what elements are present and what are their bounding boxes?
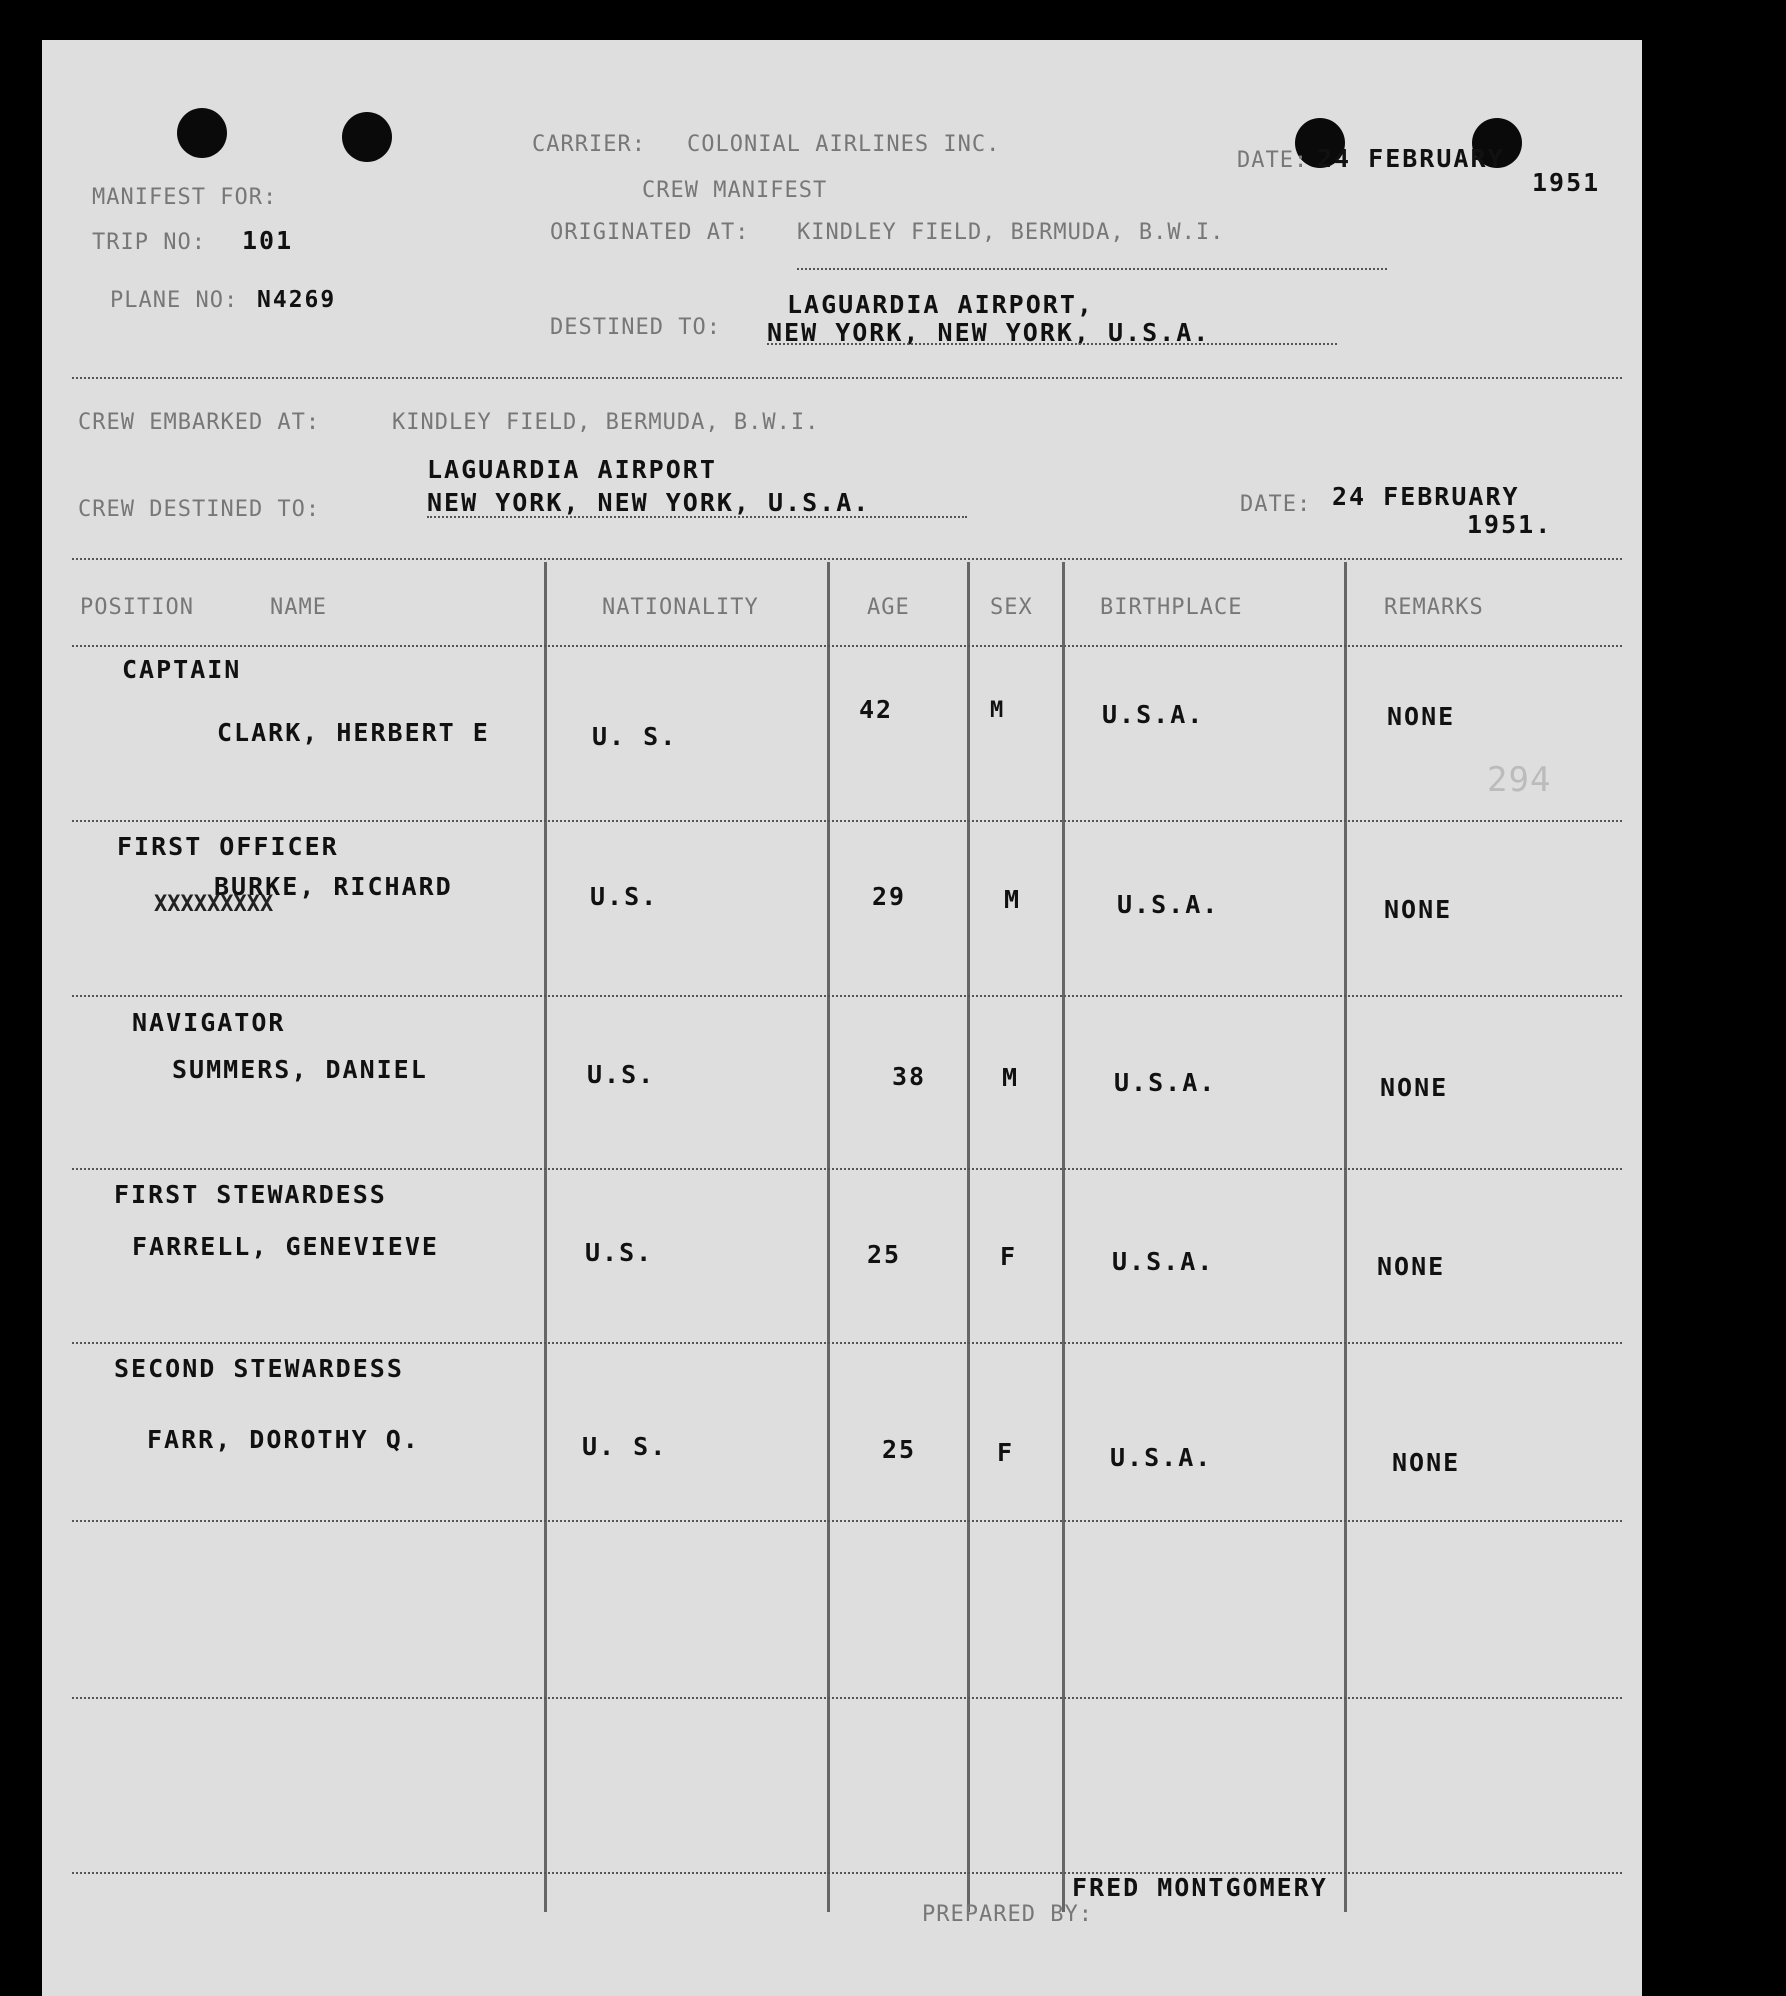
destined-underline [767, 343, 1337, 345]
row-1-name: CLARK, HERBERT E [217, 718, 490, 747]
crew-info-divider [72, 558, 1622, 560]
crew-destined-underline [427, 516, 967, 518]
row-5-name: FARR, DOROTHY Q. [147, 1425, 420, 1454]
row-5-birthplace: U.S.A. [1110, 1443, 1213, 1472]
crew-date-year: 1951. [1467, 510, 1553, 539]
row-4-birthplace: U.S.A. [1112, 1247, 1215, 1276]
col-header-sex: SEX [990, 595, 1033, 620]
row-2-nationality: U.S. [590, 882, 659, 911]
col-header-age: AGE [867, 595, 910, 620]
row-1-birthplace: U.S.A. [1102, 700, 1205, 729]
row-2-remarks: NONE [1384, 895, 1453, 924]
crew-destined-line2: NEW YORK, NEW YORK, U.S.A. [427, 488, 871, 517]
destined-line2: NEW YORK, NEW YORK, U.S.A. [767, 318, 1211, 347]
plane-no-value: N4269 [257, 287, 337, 313]
crew-embarked-value: KINDLEY FIELD, BERMUDA, B.W.I. [392, 410, 820, 435]
manifest-sheet [42, 40, 1642, 1996]
prepared-by-value: FRED MONTGOMERY [1072, 1873, 1328, 1902]
carrier-value: COLONIAL AIRLINES INC. [687, 132, 1001, 157]
row-3-position: NAVIGATOR [132, 1008, 286, 1037]
row-2-strikeout: XXXXXXXXX [154, 892, 274, 917]
row-1-remarks: NONE [1387, 702, 1456, 731]
carrier-label: CARRIER: [532, 132, 646, 157]
row-3-divider [72, 1168, 1622, 1170]
plane-no-label: PLANE NO: [110, 288, 239, 313]
row-4-divider [72, 1342, 1622, 1344]
header-divider [72, 377, 1622, 379]
row-2-age: 29 [872, 882, 907, 911]
originated-label: ORIGINATED AT: [550, 220, 750, 245]
originated-value: KINDLEY FIELD, BERMUDA, B.W.I. [797, 220, 1225, 245]
column-divider-1 [544, 562, 547, 1912]
manifest-for-label: MANIFEST FOR: [92, 185, 278, 210]
crew-destined-label: CREW DESTINED TO: [78, 497, 321, 522]
row-5-remarks: NONE [1392, 1448, 1461, 1477]
destined-line1: LAGUARDIA AIRPORT, [787, 290, 1094, 319]
row-3-birthplace: U.S.A. [1114, 1068, 1217, 1097]
punch-hole-left-2 [342, 112, 392, 162]
row-1-divider [72, 820, 1622, 822]
row-4-name: FARRELL, GENEVIEVE [132, 1232, 439, 1261]
row-4-age: 25 [867, 1240, 902, 1269]
crew-embarked-label: CREW EMBARKED AT: [78, 410, 321, 435]
trip-no-label: TRIP NO: [92, 230, 206, 255]
row-3-sex: M [1002, 1063, 1020, 1092]
date-label: DATE: [1237, 148, 1309, 173]
date-value: 24 FEBRUARY [1317, 144, 1505, 173]
row-4-nationality: U.S. [585, 1238, 654, 1267]
date-year: 1951 [1532, 168, 1601, 197]
crew-destined-line1: LAGUARDIA AIRPORT [427, 455, 717, 484]
trip-no-value: 101 [242, 226, 294, 255]
crew-date-value: 24 FEBRUARY [1332, 482, 1520, 511]
punch-hole-left-1 [177, 108, 227, 158]
row-3-age: 38 [892, 1062, 927, 1091]
row-2-divider [72, 995, 1622, 997]
row-5-sex: F [997, 1438, 1015, 1467]
col-header-name: NAME [270, 595, 327, 620]
column-divider-5 [1344, 562, 1347, 1912]
row-1-position: CAPTAIN [122, 655, 242, 684]
crew-date-label: DATE: [1240, 492, 1312, 517]
prepared-by-label: PREPARED BY: [922, 1902, 1093, 1927]
column-divider-3 [967, 562, 970, 1912]
table-header-divider [72, 645, 1622, 647]
column-divider-2 [827, 562, 830, 1912]
row-3-nationality: U.S. [587, 1060, 656, 1089]
row-4-sex: F [1000, 1242, 1018, 1271]
row-4-position: FIRST STEWARDESS [114, 1180, 387, 1209]
col-header-position: POSITION [80, 595, 194, 620]
page-title: CREW MANIFEST [642, 178, 828, 203]
row-1-age: 42 [859, 695, 894, 724]
row-5-age: 25 [882, 1435, 917, 1464]
row-2-sex: M [1004, 885, 1022, 914]
row-1-nationality: U. S. [592, 722, 678, 751]
row-1-sex: M [990, 698, 1006, 723]
row-3-remarks: NONE [1380, 1073, 1449, 1102]
page-number-stamp: 294 [1487, 760, 1552, 800]
col-header-nationality: NATIONALITY [602, 595, 759, 620]
row-2-birthplace: U.S.A. [1117, 890, 1220, 919]
col-header-birthplace: BIRTHPLACE [1100, 595, 1243, 620]
row-5-nationality: U. S. [582, 1432, 668, 1461]
row-4-remarks: NONE [1377, 1252, 1446, 1281]
row-5-position: SECOND STEWARDESS [114, 1354, 404, 1383]
destined-label: DESTINED TO: [550, 315, 721, 340]
row-3-name: SUMMERS, DANIEL [172, 1055, 428, 1084]
row-2-name: BURKE, RICHARD [214, 872, 453, 901]
row-2-position: FIRST OFFICER [117, 832, 339, 861]
table-bottom-divider [72, 1872, 1622, 1874]
row-6-divider [72, 1697, 1622, 1699]
row-5-divider [72, 1520, 1622, 1522]
column-divider-4 [1062, 562, 1065, 1912]
originated-underline [797, 268, 1387, 270]
col-header-remarks: REMARKS [1384, 595, 1484, 620]
